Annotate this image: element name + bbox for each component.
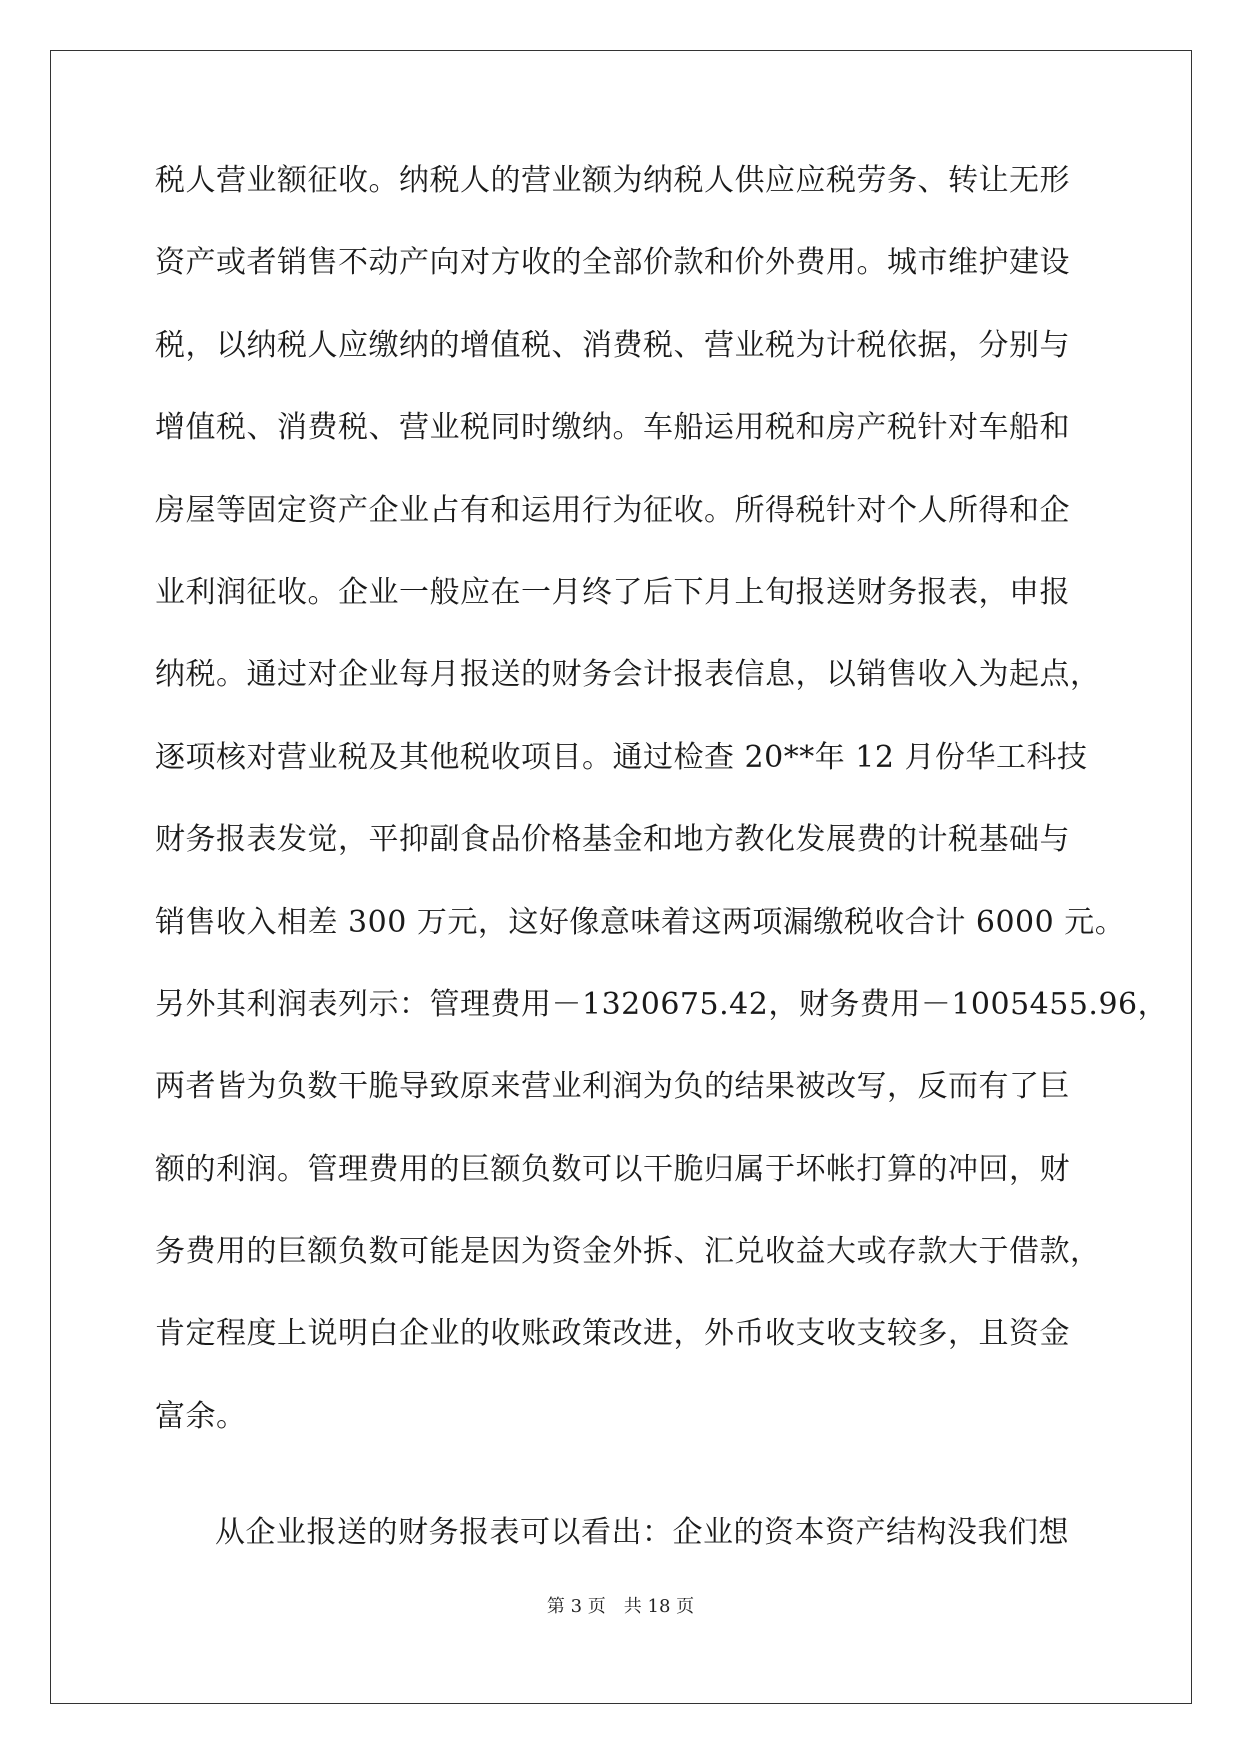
paragraph-1 xyxy=(155,156,1169,1474)
page-total: 共 18 页 xyxy=(623,1596,695,1617)
text-line: 两者皆为负数干脆导致原来营业利润为负的结果被改写，反而有了巨 xyxy=(155,1069,1070,1105)
text-line: 纳税。通过对企业每月报送的财务会计报表信息，以销售收入为起点， xyxy=(155,657,1101,693)
page-number: 第 3 页 xyxy=(546,1596,606,1617)
text-line: 额的利润。管理费用的巨额负数可以干脆归属于坏帐打算的冲回，财 xyxy=(155,1151,1070,1187)
text-line: 销售收入相差 300 万元，这好像意味着这两项漏缴税收合计 6000 元。 xyxy=(155,904,1126,940)
text-line: 务费用的巨额负数可能是因为资金外拆、汇兑收益大或存款大于借款， xyxy=(155,1234,1101,1270)
text-line: 肯定程度上说明白企业的收账政策改进，外币收支收支较多，且资金 xyxy=(155,1316,1070,1352)
text-line: 从企业报送的财务报表可以看出：企业的资本资产结构没我们想 xyxy=(215,1515,1069,1551)
text-line: 另外其利润表列示：管理费用－1320675.42，财务费用－1005455.96， xyxy=(155,986,1169,1022)
text-line: 增值税、消费税、营业税同时缴纳。车船运用税和房产税针对车船和 xyxy=(155,410,1070,446)
text-line: 税人营业额征收。纳税人的营业额为纳税人供应应税劳务、转让无形 xyxy=(155,163,1070,198)
page-footer xyxy=(0,1592,1241,1618)
text-line: 逐项核对营业税及其他税收项目。通过检查 20**年 12 月份华工科技 xyxy=(155,739,1088,775)
document-body xyxy=(155,156,1169,1591)
text-line: 资产或者销售不动产向对方收的全部价款和价外费用。城市维护建设 xyxy=(155,245,1070,281)
paragraph-2 xyxy=(155,1508,1095,1590)
text-line: 税，以纳税人应缴纳的增值税、消费税、营业税为计税依据，分别与 xyxy=(155,327,1070,363)
text-line: 业利润征收。企业一般应在一月终了后下月上旬报送财务报表，申报 xyxy=(155,574,1070,610)
text-line: 房屋等固定资产企业占有和运用行为征收。所得税针对个人所得和企 xyxy=(155,492,1070,528)
text-line: 财务报表发觉，平抑副食品价格基金和地方教化发展费的计税基础与 xyxy=(155,822,1070,858)
text-line: 富余。 xyxy=(155,1398,247,1434)
